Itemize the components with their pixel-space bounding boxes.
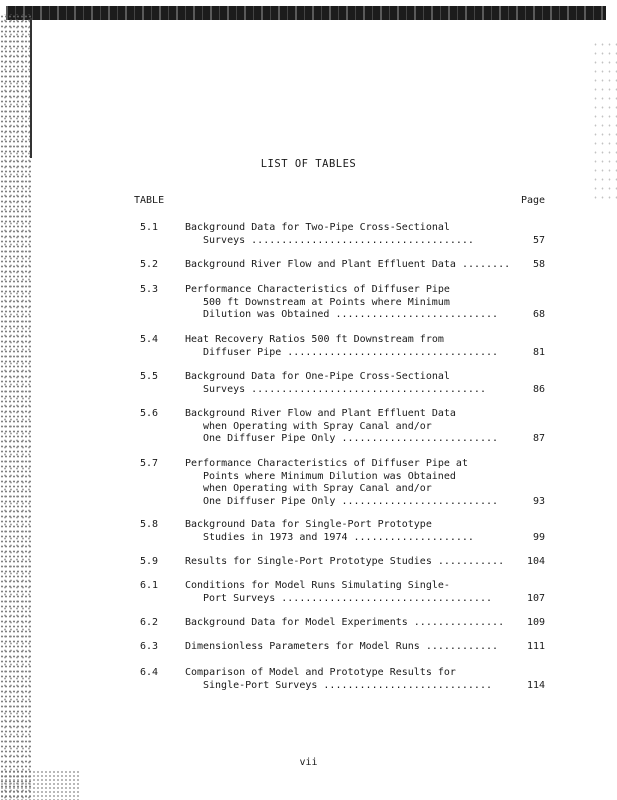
table-entry-page: 87 [532,433,545,444]
column-header-page: Page [521,195,546,206]
table-entry-caption-line: Dilution was Obtained ........................... [203,309,499,320]
table-entry-caption-line: Heat Recovery Ratios 500 ft Downstream from [185,334,444,345]
table-entry-number: 6.1 [140,580,159,591]
table-entry-page: 114 [526,679,545,691]
table-entry-caption-line: Performance Characteristics of Diffuser Pipe [185,284,450,295]
table-entry-caption-line: Conditions for Model Runs Simulating Single- [185,580,450,591]
table-entry-number: 5.4 [140,334,159,345]
table-entry-caption [185,580,515,605]
table-entry-caption [185,667,515,692]
table-entry-caption [185,284,515,322]
scan-edge-left [0,14,32,800]
table-entry-caption [185,519,515,544]
table-entry-caption [185,458,515,508]
table-entry-caption-line: Background Data for Model Experiments ............... [185,617,505,628]
table-entry-number: 6.2 [140,617,159,628]
table-entry-page: 86 [532,383,545,395]
table-entry-caption-line: Background Data for Two-Pipe Cross-Sectional [185,222,450,233]
table-entry-page: 111 [526,641,545,652]
table-entry-caption-line: Diffuser Pipe ................................... [203,346,499,358]
table-entry-caption [185,259,515,272]
table-entry-page: 104 [526,556,545,567]
table-entry-number: 6.4 [140,667,159,678]
table-entry-caption [185,222,515,247]
table-entry-number: 6.3 [140,641,159,652]
table-entry-page: 93 [532,495,545,507]
scan-edge-bottom [0,770,80,800]
table-entry-caption-line: 500 ft Downstream at Points where Minimum [203,296,450,308]
table-entry-caption [185,556,515,569]
table-entry-caption-line: Studies in 1973 and 1974 .................... [203,531,474,543]
table-entry-page: 109 [526,617,545,628]
table-entry-caption [185,408,515,446]
table-entry-page: 57 [532,234,545,246]
table-entry-caption-line: when Operating with Spray Canal and/or [203,483,432,494]
table-entry-caption [185,371,515,396]
table-entry-number: 5.7 [140,458,159,469]
page-number: vii [299,757,318,768]
table-entry-page: 58 [532,259,545,270]
table-entry-number: 5.1 [140,222,159,233]
table-entry-caption-line: Performance Characteristics of Diffuser Pipe at [185,458,468,469]
table-entry-caption [185,334,515,359]
table-entry-caption-line: One Diffuser Pipe Only .......................... [203,433,499,444]
table-entry-caption-line: Surveys ..................................... [203,234,474,246]
table-entry-number: 5.8 [140,519,159,530]
table-entry-caption-line: Background Data for Single-Port Prototype [185,519,432,530]
table-entry-caption-line: Single-Port Surveys ............................ [203,679,492,691]
scan-speckle-right [592,40,617,200]
table-entry-number: 5.6 [140,408,159,419]
table-entry-page: 68 [532,309,545,320]
table-entry-number: 5.2 [140,259,159,270]
table-entry-caption-line: Points where Minimum Dilution was Obtained [203,470,456,482]
table-entry-caption-line: Results for Single-Port Prototype Studies ........... [185,556,505,567]
table-entry-caption-line: Dimensionless Parameters for Model Runs ............ [185,641,499,652]
table-entry-number: 5.5 [140,371,159,382]
page-title: LIST OF TABLES [260,158,357,170]
table-entry-caption-line: Comparison of Model and Prototype Results for [185,667,456,678]
table-entry-caption-line: when Operating with Spray Canal and/or [203,420,432,432]
column-header-table: TABLE [134,195,165,206]
table-entry-number: 5.9 [140,556,159,567]
table-entry-caption-line: Background Data for One-Pipe Cross-Sectional [185,371,450,382]
table-entry-caption-line: Surveys ....................................... [203,383,486,395]
table-entry-number: 5.3 [140,284,159,295]
table-entry-caption [185,617,515,630]
table-entry-page: 81 [532,346,545,358]
scan-edge-left-line [30,18,32,158]
table-entry-caption-line: One Diffuser Pipe Only .......................... [203,495,499,507]
table-entry-page: 99 [532,531,545,543]
table-entry-caption-line: Port Surveys ................................... [203,592,492,604]
table-entry-caption-line: Background River Flow and Plant Effluent Data [185,408,456,419]
table-entry-page: 107 [526,592,545,604]
scan-edge-top-noise [6,6,606,20]
table-entry-caption [185,641,515,654]
table-entry-caption-line: Background River Flow and Plant Effluent Data ........ [185,259,511,270]
